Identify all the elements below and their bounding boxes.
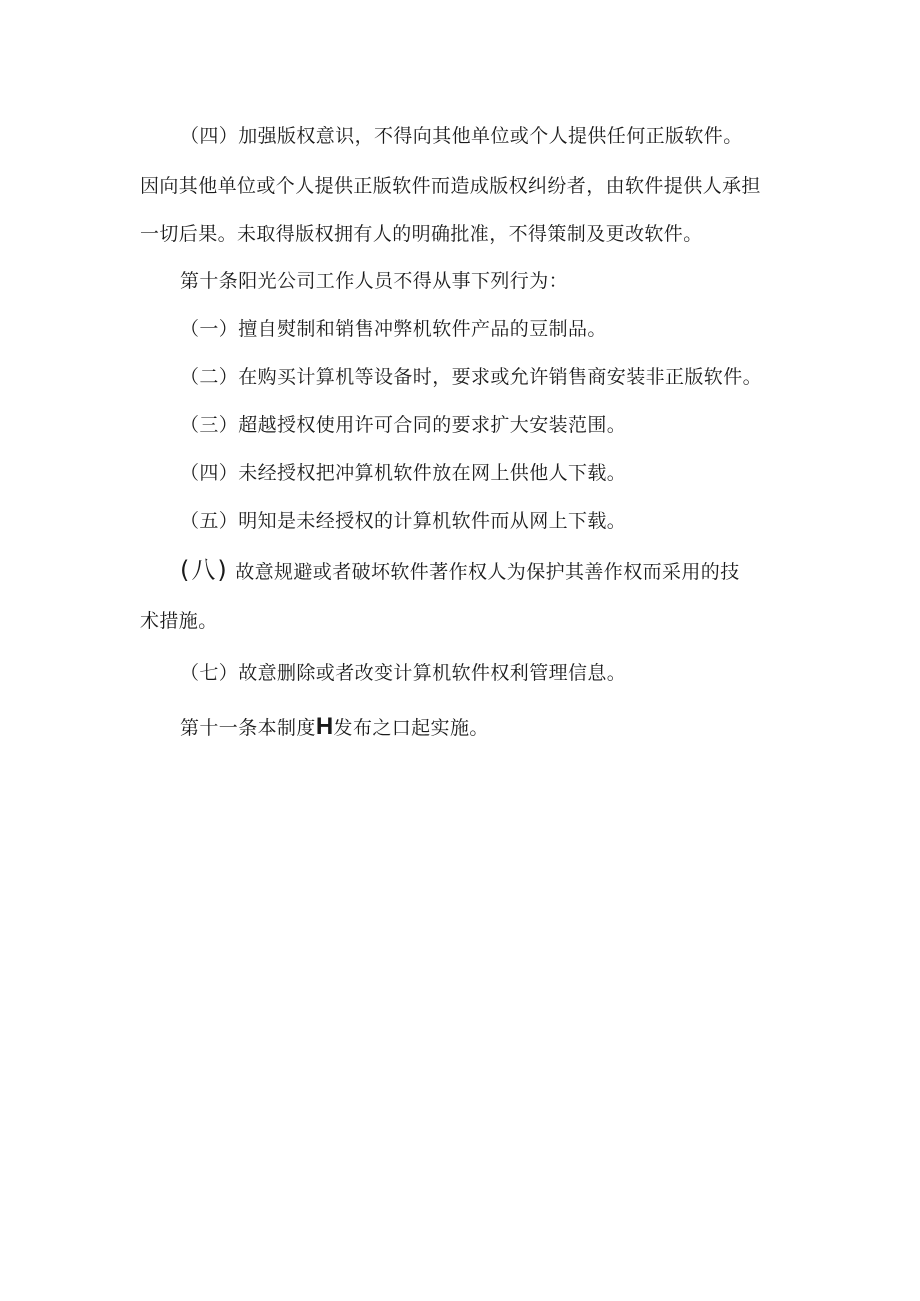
paragraph-4-line-3: 一切后果。未取得版权拥有人的明确批准，不得策制及更改软件。 [140, 223, 703, 245]
article-10-item-5: （五）明知是未经授权的计算机软件而从网上下载。 [180, 510, 627, 532]
article-11-glyph: H [315, 713, 334, 740]
article-10-title: 第十条阳光公司工作人员不得从事下列行为： [180, 270, 569, 292]
article-10-item-6-line-1 [180, 557, 740, 585]
item-6-marker: (八) [180, 556, 229, 584]
article-10-item-1: （一）擅自熨制和销售冲弊机软件产品的豆制品。 [180, 318, 607, 340]
article-11-text-part-2: 发布之口起实施。 [333, 717, 489, 739]
article-11-text-part-1: 第十一条本制度 [180, 717, 316, 739]
article-11 [180, 714, 489, 741]
item-6-text: 故意规避或者破坏软件著作权人为保护其善作权而采用的技 [235, 561, 740, 583]
paragraph-4-line-1: （四）加强版权意识，不得向其他单位或个人提供任何正版软件。 [180, 125, 743, 147]
article-10-item-4: （四）未经授权把冲算机软件放在网上供他人下载。 [180, 462, 627, 484]
article-10-item-6-line-2: 术措施。 [140, 610, 218, 632]
paragraph-4-line-2: 因向其他单位或个人提供正版软件而造成版权纠纷者，由软件提供人承担 [140, 175, 761, 197]
article-10-item-2: （二）在购买计算机等设备时，要求或允许销售商安装非正版软件。 [180, 366, 763, 388]
article-10-item-7: （七）故意删除或者改变计算机软件权利管理信息。 [180, 662, 627, 684]
article-10-item-3: （三）超越授权使用许可合同的要求扩大安装范围。 [180, 414, 627, 436]
